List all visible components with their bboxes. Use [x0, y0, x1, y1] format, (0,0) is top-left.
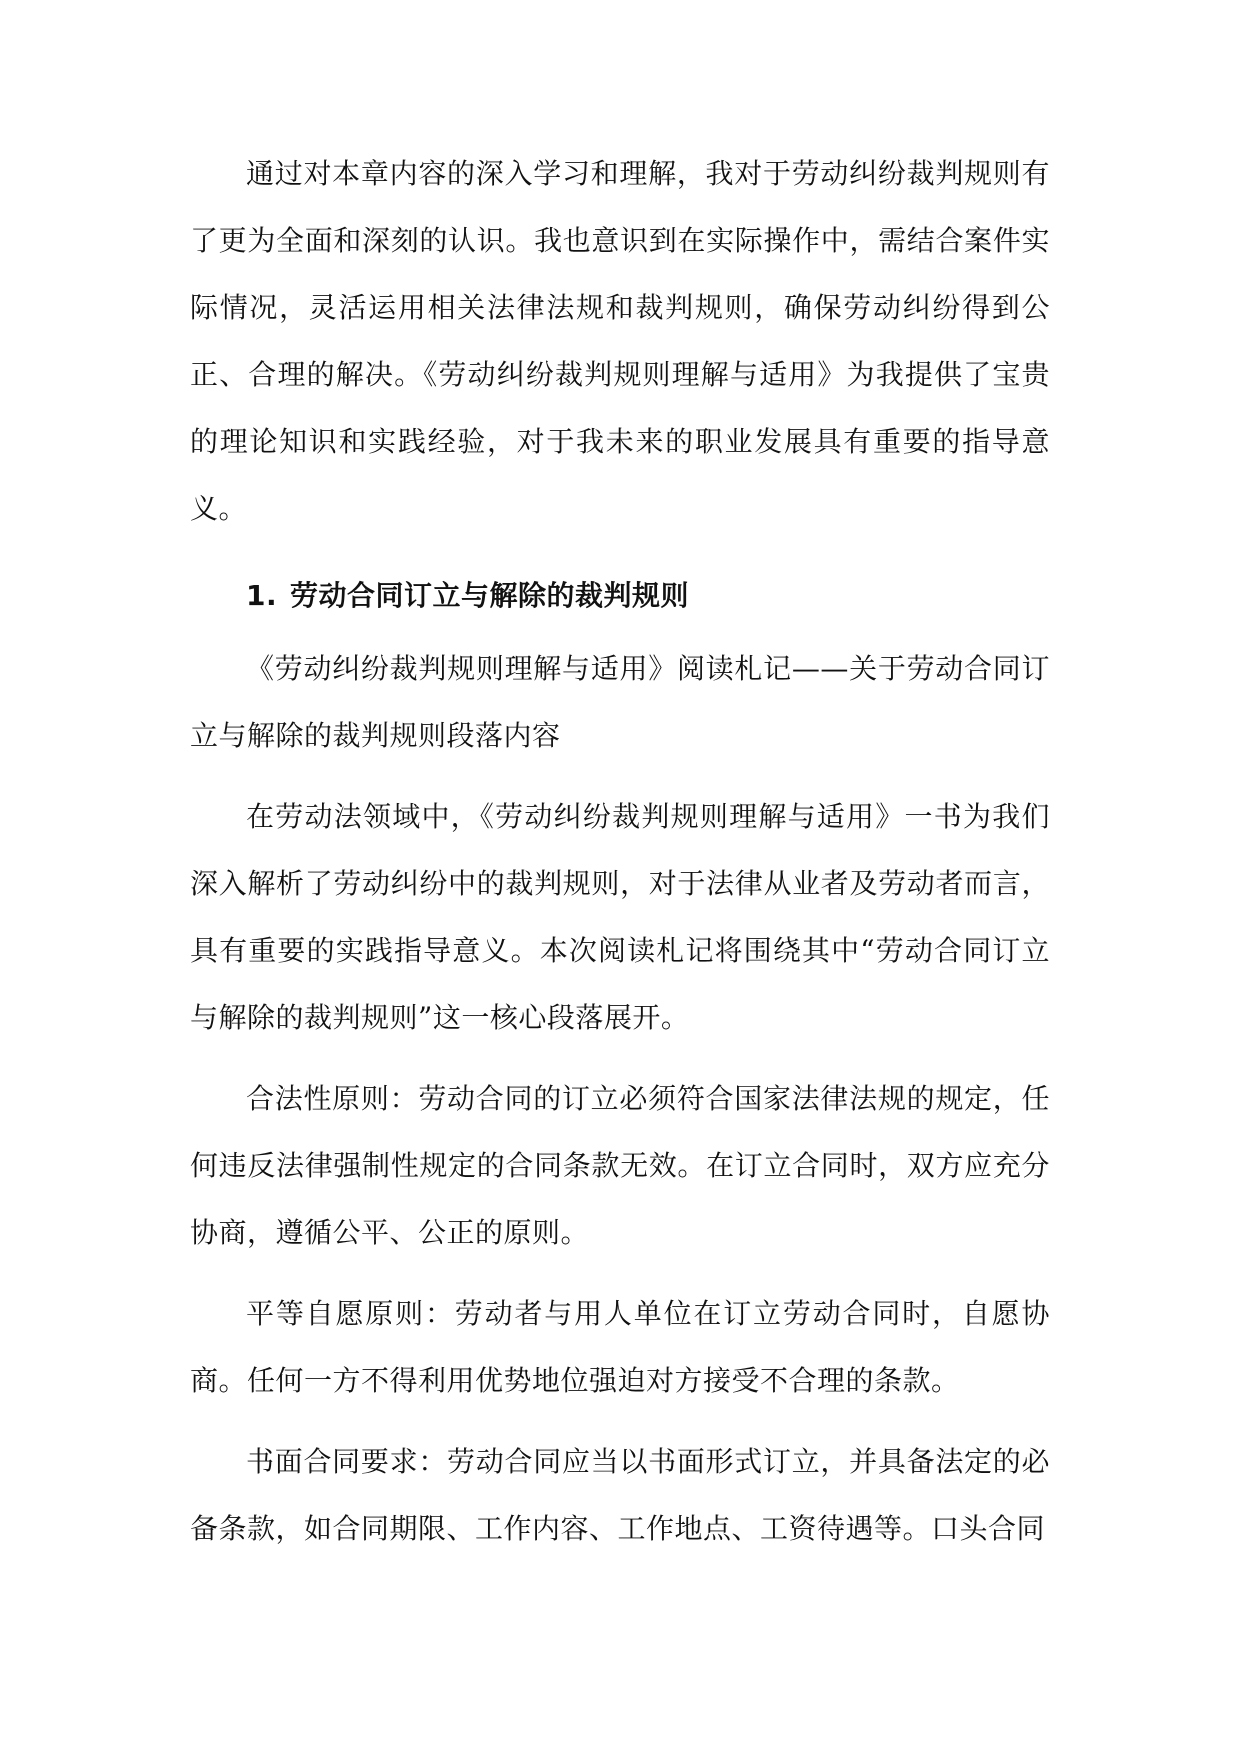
paragraph-intro: 在劳动法领域中，《劳动纠纷裁判规则理解与适用》一书为我们深入解析了劳动纠纷中的裁判规则，对于法律从业者及劳动者而言，具有重要的实践指导意义。本次阅读札记将围绕其中“劳动合同订立与解除的裁判规则”这一核心段落展开。 [190, 800, 1050, 1034]
paragraph-written-contract: 书面合同要求：劳动合同应当以书面形式订立，并具备法定的必备条款，如合同期限、工作内容、工作地点、工资待遇等。口头合同 [190, 1445, 1050, 1545]
section-title: 劳动合同订立与解除的裁判规则 [290, 579, 690, 612]
section-heading [190, 562, 1050, 629]
paragraph-legality-principle: 合法性原则：劳动合同的订立必须符合国家法律法规的规定，任何违反法律强制性规定的合同条款无效。在订立合同时，双方应充分协商，遵循公平、公正的原则。 [190, 1082, 1050, 1249]
document-body [190, 140, 1050, 1576]
paragraph-equality-principle: 平等自愿原则：劳动者与用人单位在订立劳动合同时，自愿协商。任何一方不得利用优势地位强迫对方接受不合理的条款。 [190, 1297, 1050, 1397]
section-number: 1. [246, 579, 278, 612]
paragraph-subtitle: 《劳动纠纷裁判规则理解与适用》阅读札记——关于劳动合同订立与解除的裁判规则段落内容 [190, 652, 1050, 752]
paragraph-conclusion: 通过对本章内容的深入学习和理解，我对于劳动纠纷裁判规则有了更为全面和深刻的认识。我也意识到在实际操作中，需结合案件实际情况，灵活运用相关法律法规和裁判规则，确保劳动纠纷得到公正、合理的解决。《劳动纠纷裁判规则理解与适用》为我提供了宝贵的理论知识和实践经验，对于我未来的职业发展具有重要的指导意义。 [190, 157, 1050, 525]
